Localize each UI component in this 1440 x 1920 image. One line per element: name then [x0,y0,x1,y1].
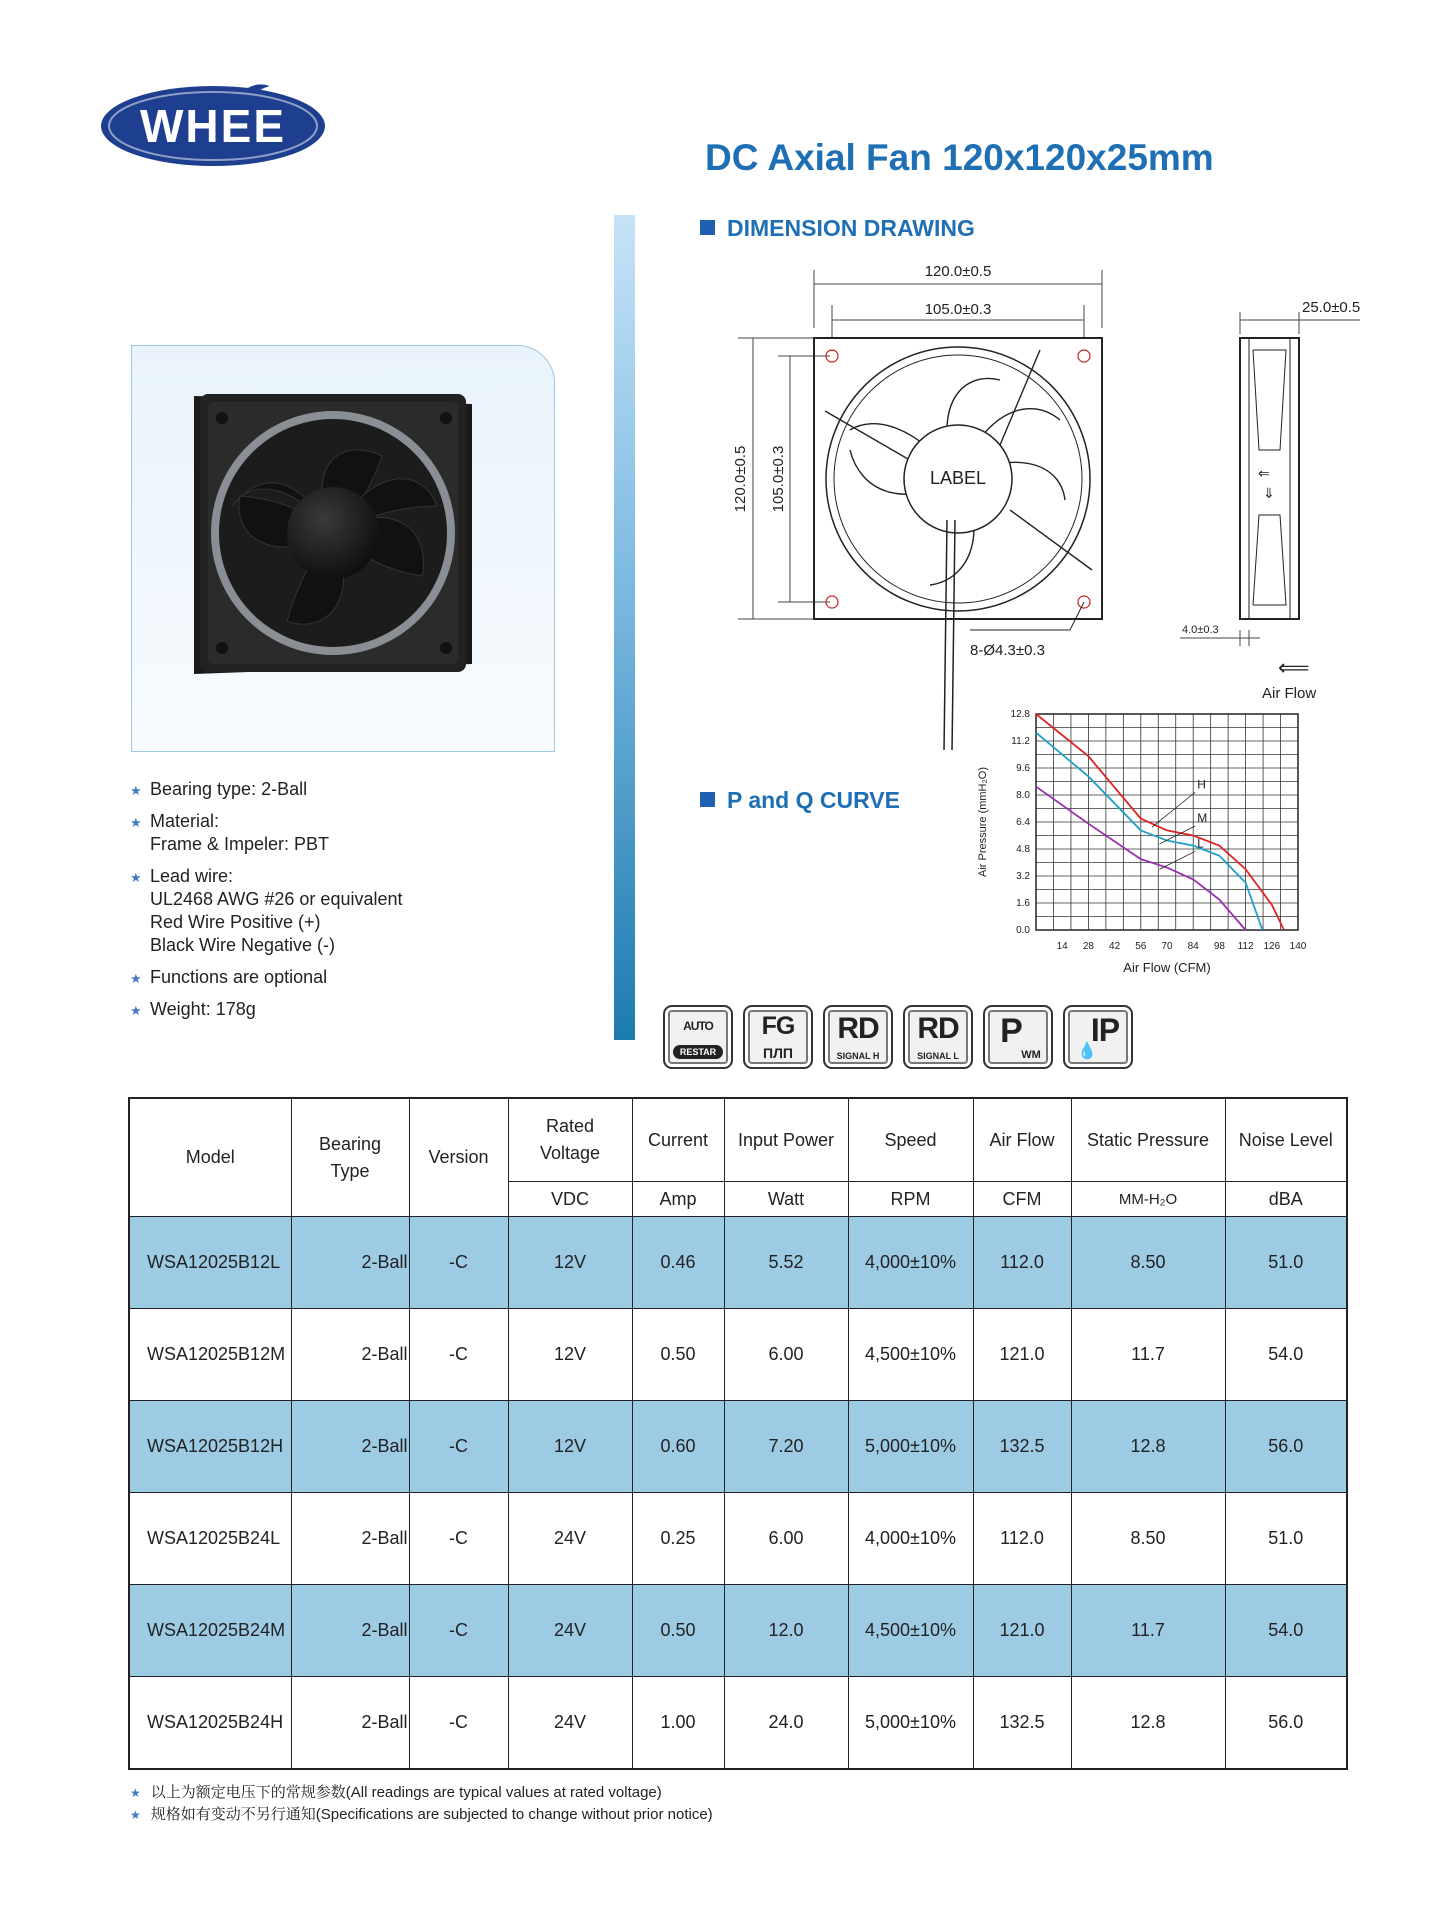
cell-airflow: 121.0 [973,1585,1071,1677]
x-tick-label: 84 [1187,941,1199,952]
header-voltage: Rated Voltage [508,1098,632,1182]
footnote: ★ 规格如有变动不另行通知(Specifications are subjected to change without prior notice) [130,1806,713,1823]
fan-photo [132,346,556,753]
cell-power: 5.52 [724,1217,848,1309]
dim-flange: 4.0±0.3 [1182,624,1219,636]
fg-signal-icon: FG ПЛП [743,1005,813,1069]
cell-bearing: 2-Ball [291,1217,409,1309]
cell-current: 0.50 [632,1309,724,1401]
arrow-down-icon: ⇓ [1263,485,1275,501]
cell-power: 6.00 [724,1493,848,1585]
feature-weight: ★ Weight: 178g [130,998,570,1021]
cell-model: WSA12025B24L [129,1493,291,1585]
dimension-drawing [700,250,1380,750]
cell-power: 7.20 [724,1401,848,1493]
y-tick-labels [1011,709,1031,936]
y-tick-label: 0.0 [1016,925,1030,936]
star-icon: ★ [130,971,142,986]
cell-power: 12.0 [724,1585,848,1677]
y-tick-label: 9.6 [1016,763,1030,774]
y-tick-label: 6.4 [1016,817,1030,828]
table-row [129,1217,1347,1309]
rd-signal-l-icon: RD SIGNAL L [903,1005,973,1069]
cell-voltage: 24V [508,1677,632,1770]
star-icon: ★ [130,1786,141,1800]
table-row [129,1309,1347,1401]
cell-pressure: 12.8 [1071,1401,1225,1493]
cell-speed: 5,000±10% [848,1677,973,1770]
footnotes [130,1782,713,1826]
cell-speed: 4,000±10% [848,1217,973,1309]
cell-noise: 56.0 [1225,1401,1347,1493]
cell-voltage: 24V [508,1493,632,1585]
cell-airflow: 132.5 [973,1677,1071,1770]
feature-functions: ★ Functions are optional [130,966,570,989]
table-row [129,1585,1347,1677]
cell-airflow: 121.0 [973,1309,1071,1401]
x-tick-labels [1057,941,1307,952]
y-axis-label: Air Pressure (mmH₂O) [977,767,989,877]
cell-current: 0.50 [632,1585,724,1677]
logo-text: WHEE [140,100,286,152]
table-row [129,1677,1347,1770]
cell-noise: 56.0 [1225,1677,1347,1770]
series-label-l: L [1197,836,1204,851]
cell-pressure: 11.7 [1071,1585,1225,1677]
cell-airflow: 132.5 [973,1401,1071,1493]
pq-curve-chart [960,700,1340,985]
vertical-divider [614,215,635,1040]
feature-material: ★ Material: Frame & Impeler: PBT [130,811,330,854]
cell-current: 0.25 [632,1493,724,1585]
cell-speed: 5,000±10% [848,1401,973,1493]
cell-voltage: 24V [508,1585,632,1677]
x-tick-label: 28 [1082,941,1094,952]
cell-version: -C [409,1585,508,1677]
header-version: Version [409,1098,508,1217]
cell-noise: 51.0 [1225,1493,1347,1585]
cell-version: -C [409,1677,508,1770]
header-current: Current [632,1098,724,1182]
cell-version: -C [409,1493,508,1585]
unit-cell: VDC [508,1182,632,1217]
unit-cell: RPM [848,1182,973,1217]
spec-table [128,1097,1348,1770]
dim-overall-height: 120.0±0.5 [732,445,749,513]
product-image-panel [131,345,555,752]
cell-noise: 54.0 [1225,1309,1347,1401]
unit-cell: dBA [1225,1182,1347,1217]
cell-bearing: 2-Ball [291,1677,409,1770]
star-icon: ★ [130,783,142,798]
label-text: LABEL [929,468,987,488]
footnote: ★ 以上为额定电压下的常规参数(All readings are typical values at rated voltage) [130,1784,662,1801]
star-icon: ★ [130,1003,142,1018]
unit-cell: MM-H₂O [1071,1182,1225,1217]
feature-icons-row [663,1005,1133,1069]
square-bullet-icon [700,220,715,235]
cell-bearing: 2-Ball [291,1309,409,1401]
cell-voltage: 12V [508,1309,632,1401]
page-title: DC Axial Fan 120x120x25mm [705,137,1214,178]
y-tick-label: 11.2 [1011,736,1030,747]
y-tick-label: 4.8 [1016,844,1030,855]
cell-bearing: 2-Ball [291,1493,409,1585]
water-drop-icon: 💧 [1077,1043,1097,1060]
x-tick-label: 98 [1213,941,1225,952]
table-header-row [129,1098,1347,1182]
dim-depth: 25.0±0.5 [1302,299,1361,316]
cell-bearing: 2-Ball [291,1401,409,1493]
header-bearing: Bearing Type [291,1098,409,1217]
dim-overall-width: 120.0±0.5 [924,263,992,280]
unit-cell: Watt [724,1182,848,1217]
star-icon: ★ [130,870,142,885]
cell-speed: 4,500±10% [848,1585,973,1677]
cell-voltage: 12V [508,1217,632,1309]
x-tick-label: 42 [1109,941,1121,952]
cell-bearing: 2-Ball [291,1585,409,1677]
cell-version: -C [409,1217,508,1309]
cell-current: 1.00 [632,1677,724,1770]
header-noise-level: Noise Level [1225,1098,1347,1182]
cell-model: WSA12025B24M [129,1585,291,1677]
header-air-flow: Air Flow [973,1098,1071,1182]
unit-cell: CFM [973,1182,1071,1217]
y-tick-label: 1.6 [1016,898,1030,909]
airflow-arrow-icon: ⟸ [1278,655,1310,680]
unit-cell: Amp [632,1182,724,1217]
header-static-pressure: Static Pressure [1071,1098,1225,1182]
x-tick-label: 14 [1056,941,1068,952]
dim-hole-width: 105.0±0.3 [924,301,992,318]
feature-lead-wire: ★ Lead wire: UL2468 AWG #26 or equivalent Red Wire Positive (+) Black Wire Negative (-) [130,866,403,955]
feature-list [130,778,570,1030]
dim-hole-height: 105.0±0.3 [770,445,787,513]
series-label-m: M [1197,811,1208,825]
cell-pressure: 8.50 [1071,1493,1225,1585]
cell-power: 24.0 [724,1677,848,1770]
auto-restart-icon: AUTO RESTAR [663,1005,733,1069]
square-bullet-icon [700,792,715,807]
star-icon: ★ [130,1808,141,1822]
cell-noise: 51.0 [1225,1217,1347,1309]
rd-signal-h-icon: RD SIGNAL H [823,1005,893,1069]
x-tick-label: 126 [1263,941,1281,952]
cell-pressure: 8.50 [1071,1217,1225,1309]
star-icon: ★ [130,815,142,830]
y-tick-label: 8.0 [1016,790,1030,801]
cell-speed: 4,500±10% [848,1309,973,1401]
y-tick-label: 12.8 [1010,709,1030,720]
cell-speed: 4,000±10% [848,1493,973,1585]
whee-logo [98,80,328,168]
pwm-icon: P WM [983,1005,1053,1069]
header-speed: Speed [848,1098,973,1182]
dimension-drawing-heading: DIMENSION DRAWING [700,215,975,242]
cell-current: 0.46 [632,1217,724,1309]
cell-noise: 54.0 [1225,1585,1347,1677]
x-tick-label: 56 [1135,941,1147,952]
table-row [129,1493,1347,1585]
cell-model: WSA12025B24H [129,1677,291,1770]
cell-model: WSA12025B12L [129,1217,291,1309]
cell-version: -C [409,1401,508,1493]
cell-current: 0.60 [632,1401,724,1493]
series-label-h: H [1197,777,1206,792]
header-model: Model [129,1098,291,1217]
cell-airflow: 112.0 [973,1217,1071,1309]
cell-pressure: 12.8 [1071,1677,1225,1770]
x-tick-label: 112 [1237,941,1254,952]
cell-model: WSA12025B12M [129,1309,291,1401]
cell-voltage: 12V [508,1401,632,1493]
header-input-power: Input Power [724,1098,848,1182]
cell-version: -C [409,1309,508,1401]
dim-holes: 8-Ø4.3±0.3 [970,642,1045,659]
table-row [129,1401,1347,1493]
cell-pressure: 11.7 [1071,1309,1225,1401]
arrow-left-icon: ⇐ [1258,465,1270,481]
x-axis-label: Air Flow (CFM) [1123,960,1211,975]
cell-power: 6.00 [724,1309,848,1401]
ip-protection-icon: IP 💧 [1063,1005,1133,1069]
cell-airflow: 112.0 [973,1493,1071,1585]
y-tick-label: 3.2 [1016,871,1030,882]
x-tick-label: 70 [1161,941,1173,952]
pq-curve-heading: P and Q CURVE [700,787,900,814]
feature-bearing: ★ Bearing type: 2-Ball [130,778,570,801]
airflow-label: Air Flow [1262,685,1317,702]
cell-model: WSA12025B12H [129,1401,291,1493]
x-tick-label: 140 [1289,941,1307,952]
